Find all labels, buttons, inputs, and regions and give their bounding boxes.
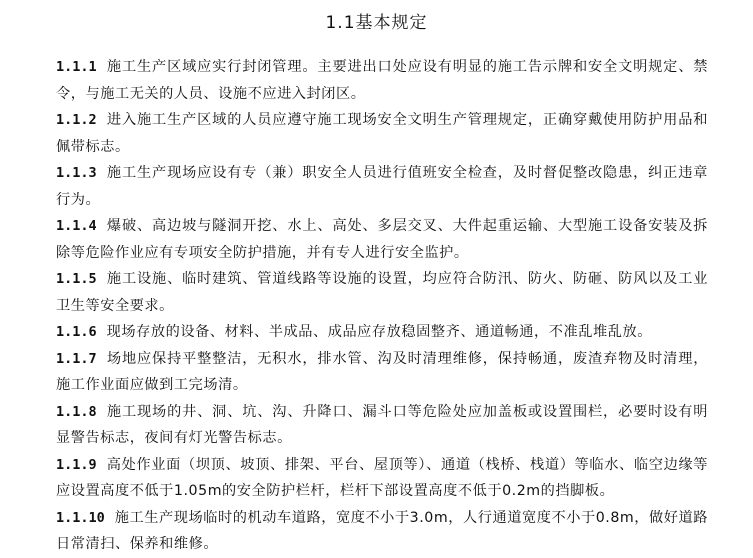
clause-1-1-2: [56, 107, 708, 160]
clause-number: 1.1.6: [56, 324, 97, 340]
clause-text: 进入施工生产区域的人员应遵守施工现场安全文明生产管理规定，正确穿戴使用防护用品和佩带标志。: [56, 112, 708, 155]
clause-text: 场地应保持平整整洁，无积水，排水管、沟及时清理维修，保持畅通，废渣弃物及时清理，施工作业面应做到工完场清。: [56, 350, 708, 393]
clause-1-1-9: [56, 452, 708, 505]
clause-text: 施工设施、临时建筑、管道线路等设施的设置，均应符合防汛、防火、防砸、防风以及工业卫生等安全要求。: [56, 271, 708, 314]
clause-number: 1.1.7: [56, 350, 97, 367]
clause-1-1-4: [56, 213, 708, 266]
clause-number: 1.1.5: [56, 271, 97, 287]
section-title: 1.1基本规定: [325, 13, 428, 33]
clause-number: 1.1.9: [56, 456, 97, 473]
clause-text: 高处作业面（坝顶、坡顶、排架、平台、屋顶等）、通道（栈桥、栈道）等临水、临空边缘等应设置高度不低于1.05m的安全防护栏杆，栏杆下部设置高度不低于0.2m的挡脚板。: [56, 456, 708, 499]
clause-number: 1.1.8: [56, 403, 97, 420]
clause-1-1-5: [56, 266, 708, 319]
clause-text: 施工生产现场应设有专（兼）职安全人员进行值班安全检查，及时督促整改隐患，纠正违章行为。: [56, 165, 708, 208]
clause-1-1-6: [56, 319, 708, 346]
clause-text: 爆破、高边坡与隧洞开挖、水上、高处、多层交叉、大件起重运输、大型施工设备安装及拆除等危险作业应有专项安全防护措施，并有专人进行安全监护。: [56, 218, 708, 261]
clause-number: 1.1.1: [56, 59, 97, 75]
clause-number: 1.1.2: [56, 112, 97, 128]
clause-text: 施工生产区域应实行封闭管理。主要进出口处应设有明显的施工告示牌和安全文明规定、禁令，与施工无关的人员、设施不应进入封闭区。: [56, 59, 708, 102]
clause-number: 1.1.10: [56, 509, 105, 526]
clause-text: 现场存放的设备、材料、半成品、成品应存放稳固整齐、通道畅通，不准乱堆乱放。: [106, 324, 652, 340]
clause-number: 1.1.3: [56, 165, 97, 181]
clause-text: 施工现场的井、洞、坑、沟、升降口、漏斗口等危险处应加盖板或设置围栏，必要时设有明显警告标志，夜间有灯光警告标志。: [56, 403, 708, 446]
clause-text: 施工生产现场临时的机动车道路，宽度不小于3.0m，人行通道宽度不小于0.8m，做好道路日常清扫、保养和维修。: [56, 509, 708, 552]
clause-1-1-3: [56, 160, 708, 213]
clause-1-1-8: [56, 399, 708, 452]
clause-number: 1.1.4: [56, 218, 97, 234]
clause-list: [56, 54, 708, 558]
clause-1-1-1: [56, 54, 708, 107]
clause-1-1-7: [56, 346, 708, 399]
